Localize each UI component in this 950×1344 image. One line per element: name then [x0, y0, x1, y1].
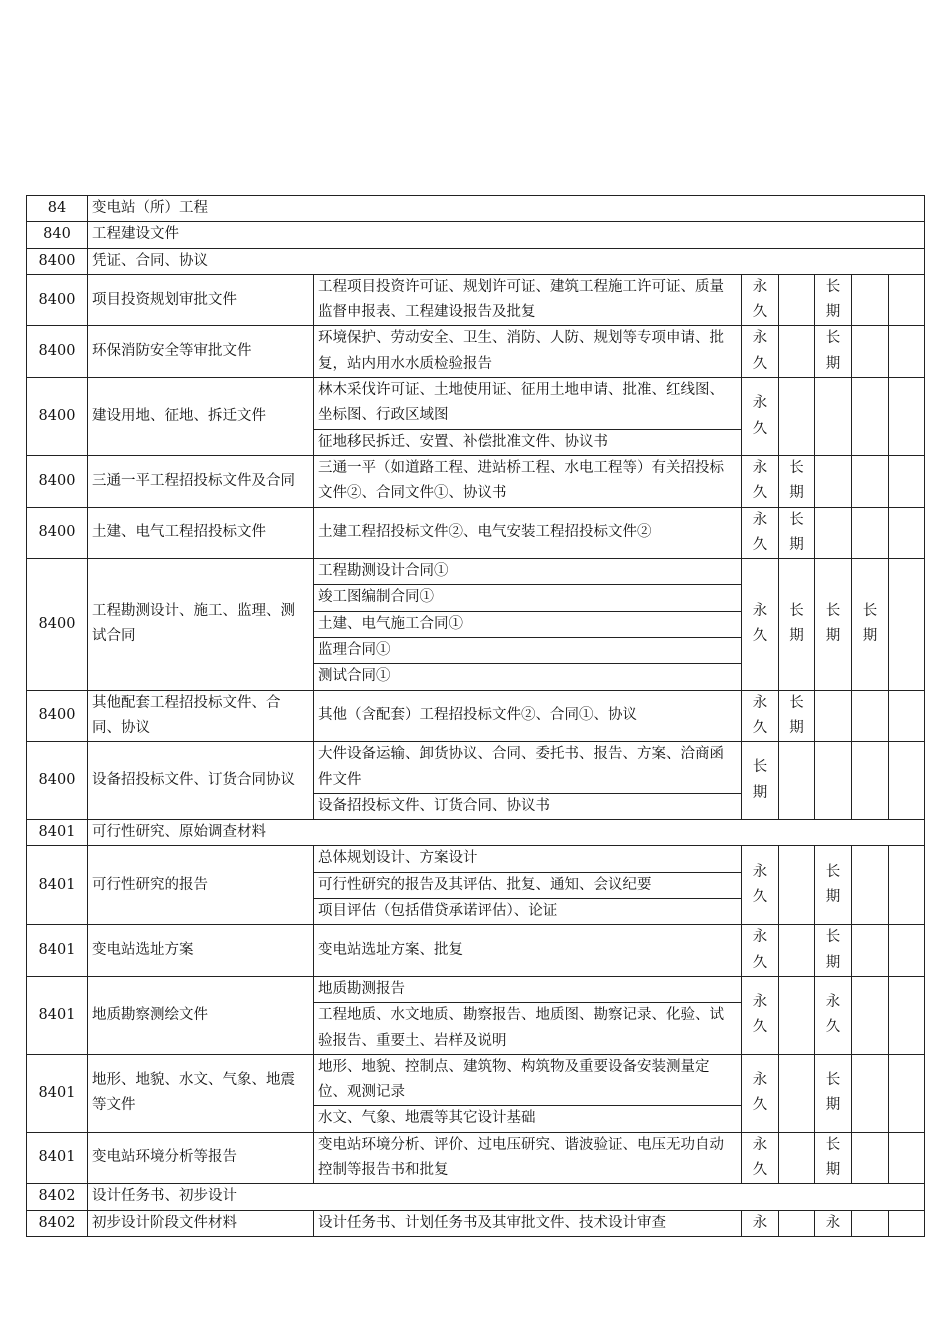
table-row: [27, 326, 925, 378]
retention-period-empty: [889, 925, 925, 977]
retention-period-empty: [815, 455, 852, 507]
retention-period-empty: [815, 507, 852, 559]
document-item: 设备招投标文件、订货合同、协议书: [314, 793, 742, 819]
retention-period: 永久: [742, 507, 779, 559]
retention-period: 永久: [742, 274, 779, 326]
section-title: 可行性研究、原始调查材料: [88, 820, 925, 846]
retention-period-empty: [852, 378, 889, 456]
retention-period-empty: [779, 976, 815, 1054]
section-code: 840: [27, 222, 88, 248]
retention-period: 长期: [779, 690, 815, 742]
category-name: 可行性研究的报告: [88, 846, 314, 925]
retention-period-empty: [779, 326, 815, 378]
section-title: 凭证、合同、协议: [88, 248, 925, 274]
category-code: 8401: [27, 976, 88, 1054]
category-code: 8402: [27, 1210, 88, 1236]
retention-period-empty: [779, 925, 815, 977]
table-row: [27, 559, 925, 585]
retention-period-empty: [889, 1210, 925, 1236]
category-name: 工程勘测设计、施工、监理、测试合同: [88, 559, 314, 690]
retention-period: 长期: [815, 846, 852, 925]
retention-period-empty: [852, 1132, 889, 1184]
table-row: [27, 690, 925, 742]
retention-period: 永久: [742, 1132, 779, 1184]
document-item: 变电站环境分析、评价、过电压研究、谐波验证、电压无功自动控制等报告书和批复: [314, 1132, 742, 1184]
table-row: [27, 507, 925, 559]
category-code: 8400: [27, 378, 88, 456]
retention-period: 长期: [815, 274, 852, 326]
table-row: [27, 378, 925, 430]
category-name: 环保消防安全等审批文件: [88, 326, 314, 378]
section-row: [27, 1184, 925, 1210]
retention-period: 长期: [815, 1132, 852, 1184]
section-title: 设计任务书、初步设计: [88, 1184, 925, 1210]
category-code: 8400: [27, 690, 88, 742]
retention-period-empty: [889, 976, 925, 1054]
category-name: 建设用地、征地、拆迁文件: [88, 378, 314, 456]
category-name: 三通一平工程招投标文件及合同: [88, 455, 314, 507]
category-name: 地形、地貌、水文、气象、地震等文件: [88, 1054, 314, 1132]
category-code: 8400: [27, 559, 88, 690]
document-item: 环境保护、劳动安全、卫生、消防、人防、规划等专项申请、批复，站内用水水质检验报告: [314, 326, 742, 378]
retention-period-empty: [852, 976, 889, 1054]
table-row: [27, 742, 925, 794]
retention-period: 长期: [852, 559, 889, 690]
document-item: 设计任务书、计划任务书及其审批文件、技术设计审查: [314, 1210, 742, 1236]
retention-period-empty: [779, 742, 815, 820]
section-code: 8401: [27, 820, 88, 846]
category-name: 项目投资规划审批文件: [88, 274, 314, 326]
category-name: 土建、电气工程招投标文件: [88, 507, 314, 559]
retention-period-empty: [779, 1210, 815, 1236]
retention-period-empty: [889, 846, 925, 925]
retention-period: 永久: [742, 378, 779, 456]
retention-period-empty: [889, 274, 925, 326]
retention-period-empty: [815, 378, 852, 456]
category-name: 初步设计阶段文件材料: [88, 1210, 314, 1236]
category-code: 8400: [27, 326, 88, 378]
retention-period: 长期: [779, 455, 815, 507]
retention-period: 永: [815, 1210, 852, 1236]
document-item: 工程项目投资许可证、规划许可证、建筑工程施工许可证、质量监督申报表、工程建设报告及批复: [314, 274, 742, 326]
retention-period: 永久: [815, 976, 852, 1054]
document-item: 工程勘测设计合同①: [314, 559, 742, 585]
table-row: [27, 846, 925, 872]
archive-retention-table: [26, 195, 925, 1237]
section-code: 84: [27, 196, 88, 222]
document-item: 项目评估（包括借贷承诺评估）、论证: [314, 899, 742, 925]
category-name: 变电站环境分析等报告: [88, 1132, 314, 1184]
table-row: [27, 1210, 925, 1236]
retention-period-empty: [889, 559, 925, 690]
retention-period-empty: [815, 690, 852, 742]
section-row: [27, 248, 925, 274]
table-row: [27, 976, 925, 1002]
table-row: [27, 1054, 925, 1106]
retention-period: 长期: [815, 559, 852, 690]
table-row: [27, 274, 925, 326]
document-item: 总体规划设计、方案设计: [314, 846, 742, 872]
document-item: 地形、地貌、控制点、建筑物、构筑物及重要设备安装测量定位、观测记录: [314, 1054, 742, 1106]
retention-period: 永久: [742, 846, 779, 925]
retention-period-empty: [889, 1054, 925, 1132]
section-code: 8400: [27, 248, 88, 274]
retention-period-empty: [779, 274, 815, 326]
retention-period-empty: [852, 925, 889, 977]
document-item: 土建、电气施工合同①: [314, 611, 742, 637]
retention-period-empty: [815, 742, 852, 820]
category-code: 8400: [27, 507, 88, 559]
retention-period-empty: [852, 326, 889, 378]
retention-period-empty: [889, 455, 925, 507]
retention-period: 长期: [779, 559, 815, 690]
retention-period-empty: [779, 846, 815, 925]
document-item: 工程地质、水文地质、勘察报告、地质图、勘察记录、化验、试验报告、重要土、岩样及说明: [314, 1003, 742, 1055]
category-name: 变电站选址方案: [88, 925, 314, 977]
document-item: 三通一平（如道路工程、进站桥工程、水电工程等）有关招投标文件②、合同文件①、协议书: [314, 455, 742, 507]
retention-period: 长期: [742, 742, 779, 820]
section-title: 变电站（所）工程: [88, 196, 925, 222]
retention-period: 永久: [742, 690, 779, 742]
retention-period: 长期: [815, 326, 852, 378]
table-row: [27, 1132, 925, 1184]
retention-period-empty: [889, 742, 925, 820]
retention-period: 永久: [742, 326, 779, 378]
category-code: 8400: [27, 455, 88, 507]
document-item: 水文、气象、地震等其它设计基础: [314, 1106, 742, 1132]
retention-period: 永久: [742, 1054, 779, 1132]
document-item: 竣工图编制合同①: [314, 585, 742, 611]
category-code: 8400: [27, 742, 88, 820]
document-item: 监理合同①: [314, 638, 742, 664]
table-row: [27, 925, 925, 977]
retention-period-empty: [889, 690, 925, 742]
retention-period: 永久: [742, 925, 779, 977]
section-title: 工程建设文件: [88, 222, 925, 248]
retention-period: 长期: [815, 925, 852, 977]
retention-period: 永: [742, 1210, 779, 1236]
retention-period-empty: [889, 1132, 925, 1184]
document-item: 测试合同①: [314, 664, 742, 690]
retention-period-empty: [889, 378, 925, 456]
document-item: 可行性研究的报告及其评估、批复、通知、会议纪要: [314, 872, 742, 898]
document-item: 其他（含配套）工程招投标文件②、合同①、协议: [314, 690, 742, 742]
retention-period: 永久: [742, 976, 779, 1054]
retention-period-empty: [889, 507, 925, 559]
section-row: [27, 196, 925, 222]
document-item: 林木采伐许可证、土地使用证、征用土地申请、批准、红线图、坐标图、行政区域图: [314, 378, 742, 430]
document-item: 变电站选址方案、批复: [314, 925, 742, 977]
retention-period-empty: [852, 455, 889, 507]
retention-period-empty: [852, 1210, 889, 1236]
document-item: 大件设备运输、卸货协议、合同、委托书、报告、方案、洽商函件文件: [314, 742, 742, 794]
retention-period-empty: [852, 274, 889, 326]
retention-period-empty: [889, 326, 925, 378]
document-item: 土建工程招投标文件②、电气安装工程招投标文件②: [314, 507, 742, 559]
retention-period: 长期: [779, 507, 815, 559]
retention-period-empty: [852, 507, 889, 559]
retention-period-empty: [779, 1054, 815, 1132]
retention-period-empty: [852, 690, 889, 742]
retention-period-empty: [779, 1132, 815, 1184]
category-name: 设备招投标文件、订货合同协议: [88, 742, 314, 820]
retention-period-empty: [852, 1054, 889, 1132]
retention-period: 永久: [742, 559, 779, 690]
category-name: 地质勘察测绘文件: [88, 976, 314, 1054]
category-code: 8401: [27, 1054, 88, 1132]
retention-period-empty: [852, 846, 889, 925]
document-item: 征地移民拆迁、安置、补偿批准文件、协议书: [314, 429, 742, 455]
category-name: 其他配套工程招投标文件、合同、协议: [88, 690, 314, 742]
section-code: 8402: [27, 1184, 88, 1210]
category-code: 8401: [27, 846, 88, 925]
category-code: 8401: [27, 925, 88, 977]
document-item: 地质勘测报告: [314, 976, 742, 1002]
retention-period: 长期: [815, 1054, 852, 1132]
table-row: [27, 455, 925, 507]
category-code: 8400: [27, 274, 88, 326]
retention-period-empty: [779, 378, 815, 456]
retention-period: 永久: [742, 455, 779, 507]
section-row: [27, 222, 925, 248]
category-code: 8401: [27, 1132, 88, 1184]
section-row: [27, 820, 925, 846]
retention-period-empty: [852, 742, 889, 820]
